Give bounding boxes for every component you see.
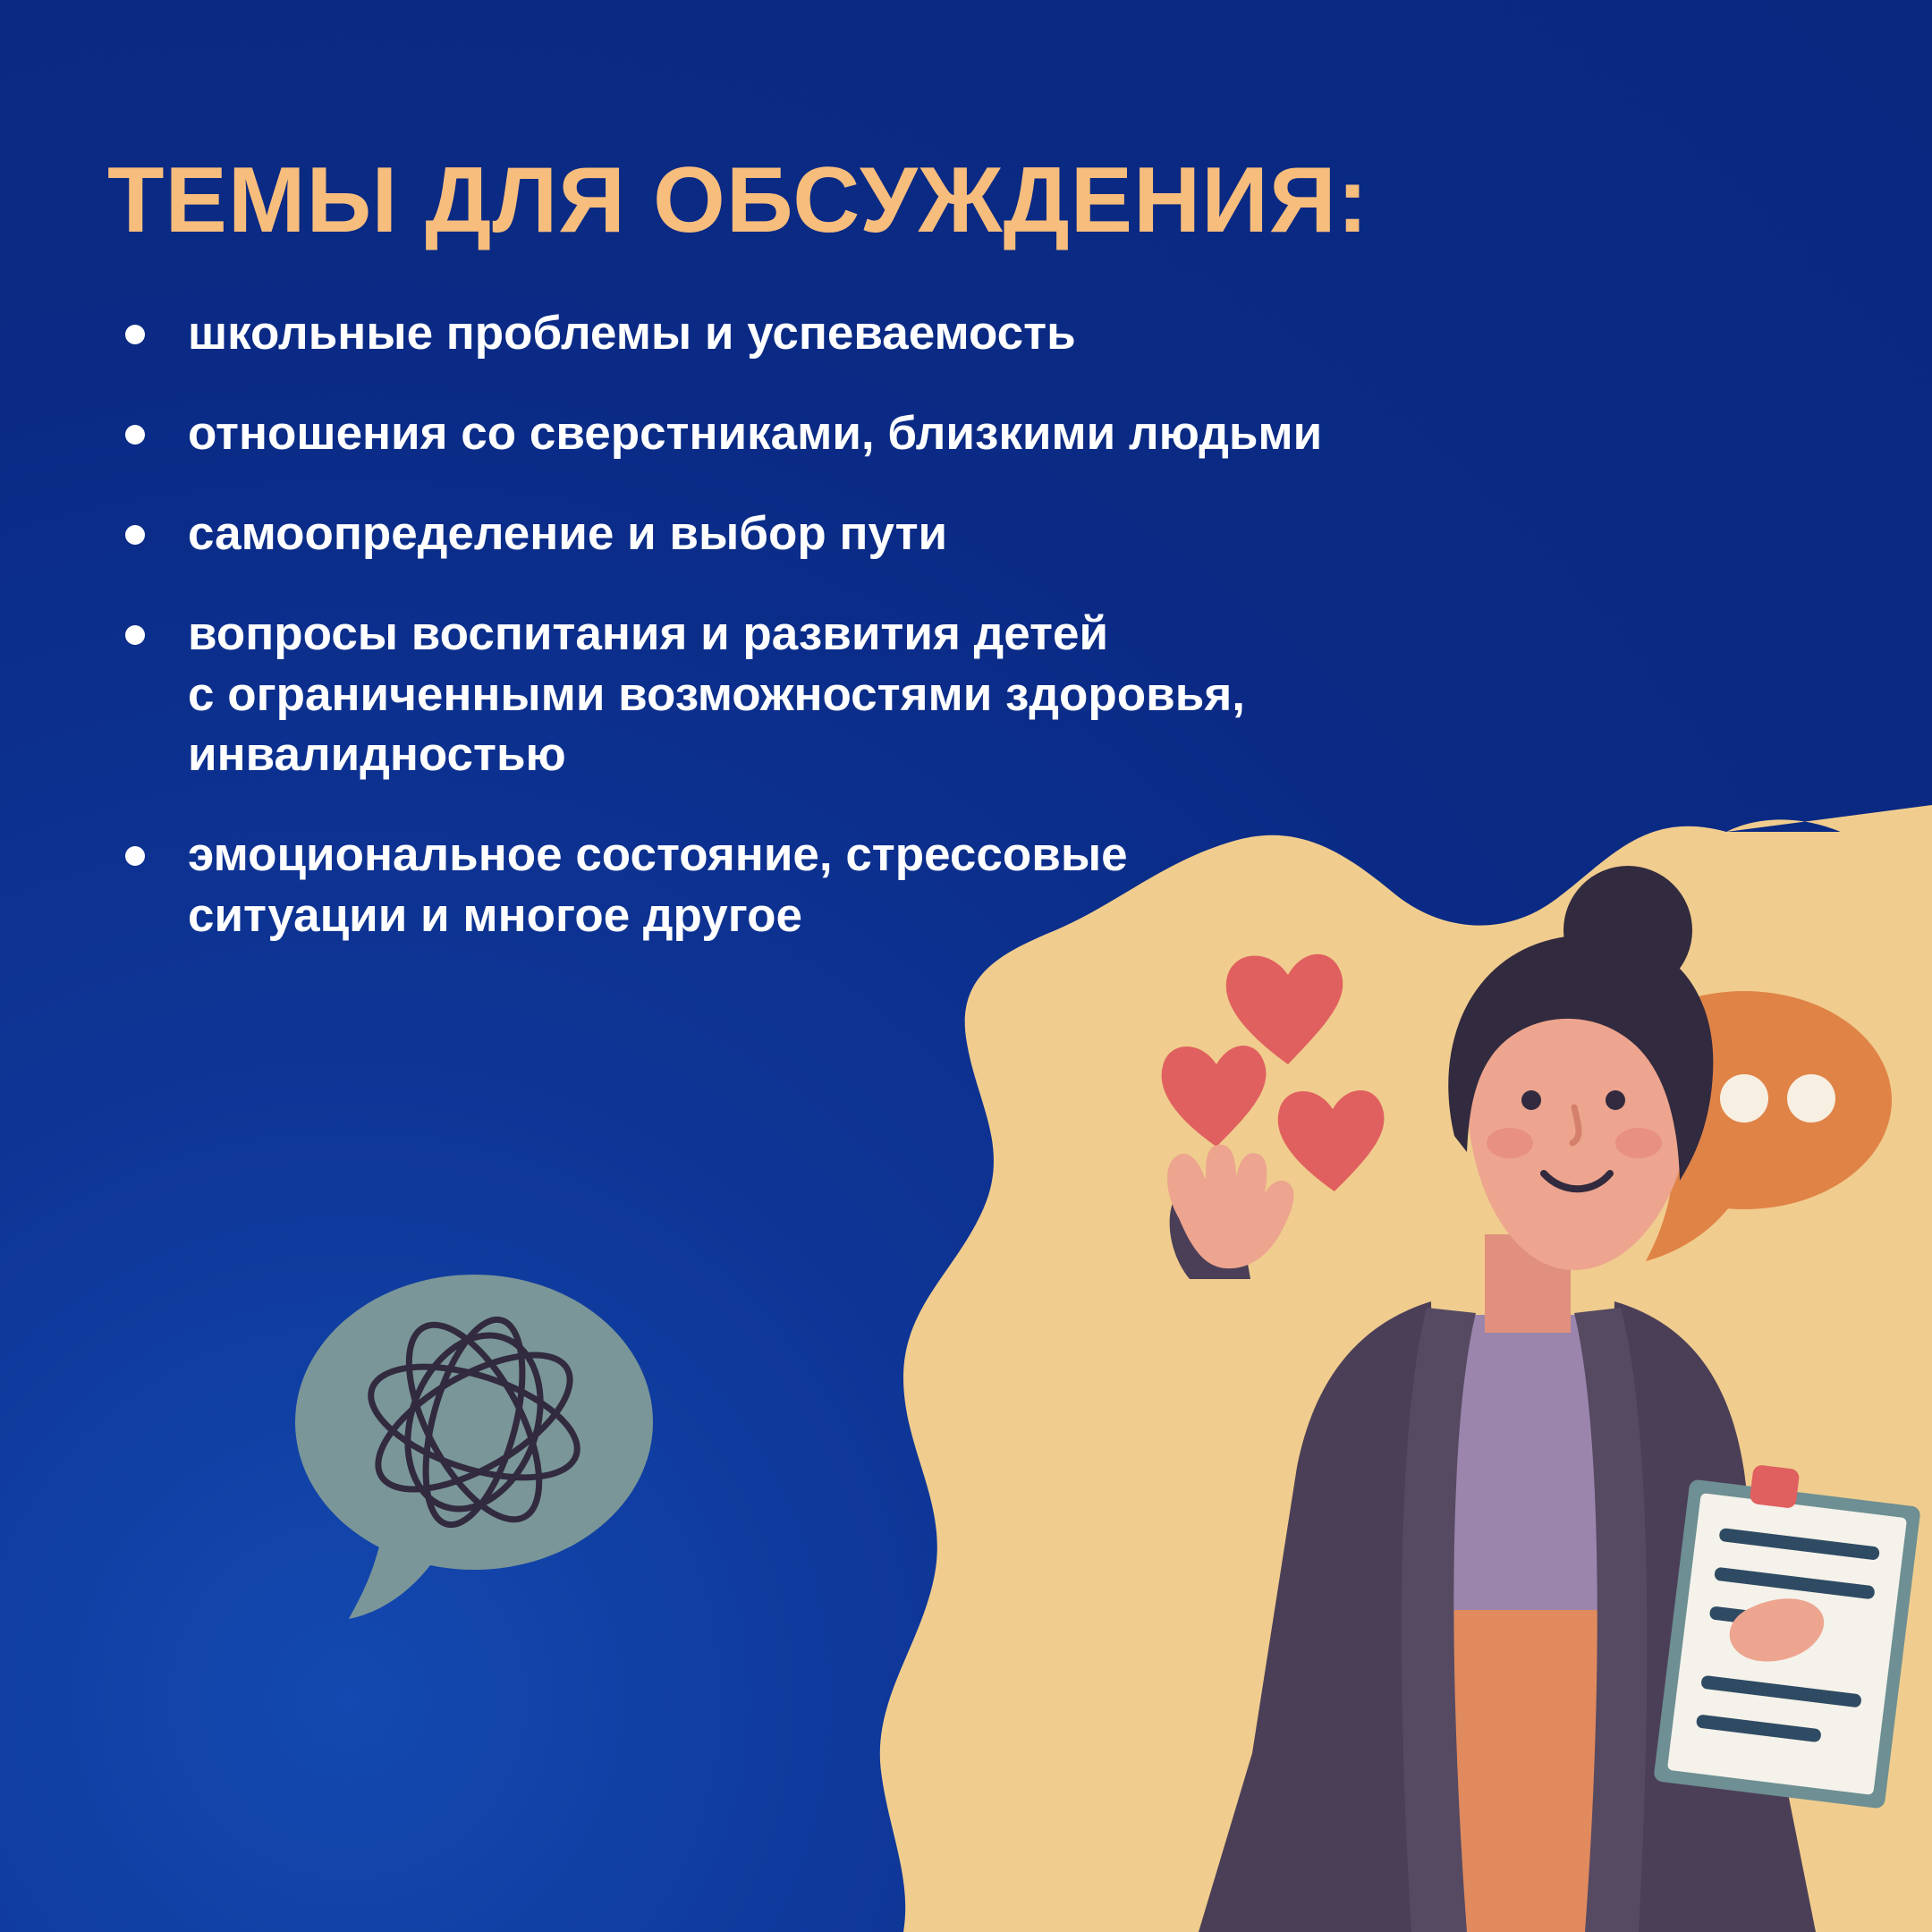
thought-bubble-gray [295, 1275, 653, 1619]
list-item [107, 604, 1377, 785]
list-item [107, 403, 1377, 464]
dot-2-icon [1720, 1074, 1768, 1123]
text-content [107, 148, 1377, 986]
list-item-line: самоопределение и выбор пути [188, 506, 948, 560]
bullet-dot-icon [125, 525, 145, 545]
character-hair-bun [1563, 866, 1692, 995]
list-item-line: школьные проблемы и успеваемость [188, 307, 1076, 360]
list-item-line: ситуации и многое другое [188, 888, 802, 942]
topics-list [107, 303, 1377, 946]
list-item-line: эмоциональное состояние, стрессовые [188, 828, 1128, 882]
page-title: ТЕМЫ ДЛЯ ОБСУЖДЕНИЯ: [107, 148, 1369, 252]
bullet-dot-icon [125, 625, 145, 645]
list-item [107, 303, 1377, 364]
bullet-dot-icon [125, 325, 145, 344]
list-item-line: инвалидностью [188, 728, 566, 782]
character-eye [1521, 1090, 1541, 1110]
bullet-dot-icon [125, 846, 145, 866]
list-item [107, 825, 1377, 946]
dot-3-icon [1787, 1074, 1835, 1123]
list-item-line: отношения со сверстниками, близкими людьми [188, 407, 1323, 461]
list-item-line: вопросы воспитания и развития детей [188, 606, 1109, 660]
bullet-dot-icon [125, 425, 145, 445]
list-item [107, 504, 1377, 564]
character-eye [1606, 1090, 1625, 1110]
list-item-line: с ограниченными возможностями здоровья, [188, 667, 1245, 721]
